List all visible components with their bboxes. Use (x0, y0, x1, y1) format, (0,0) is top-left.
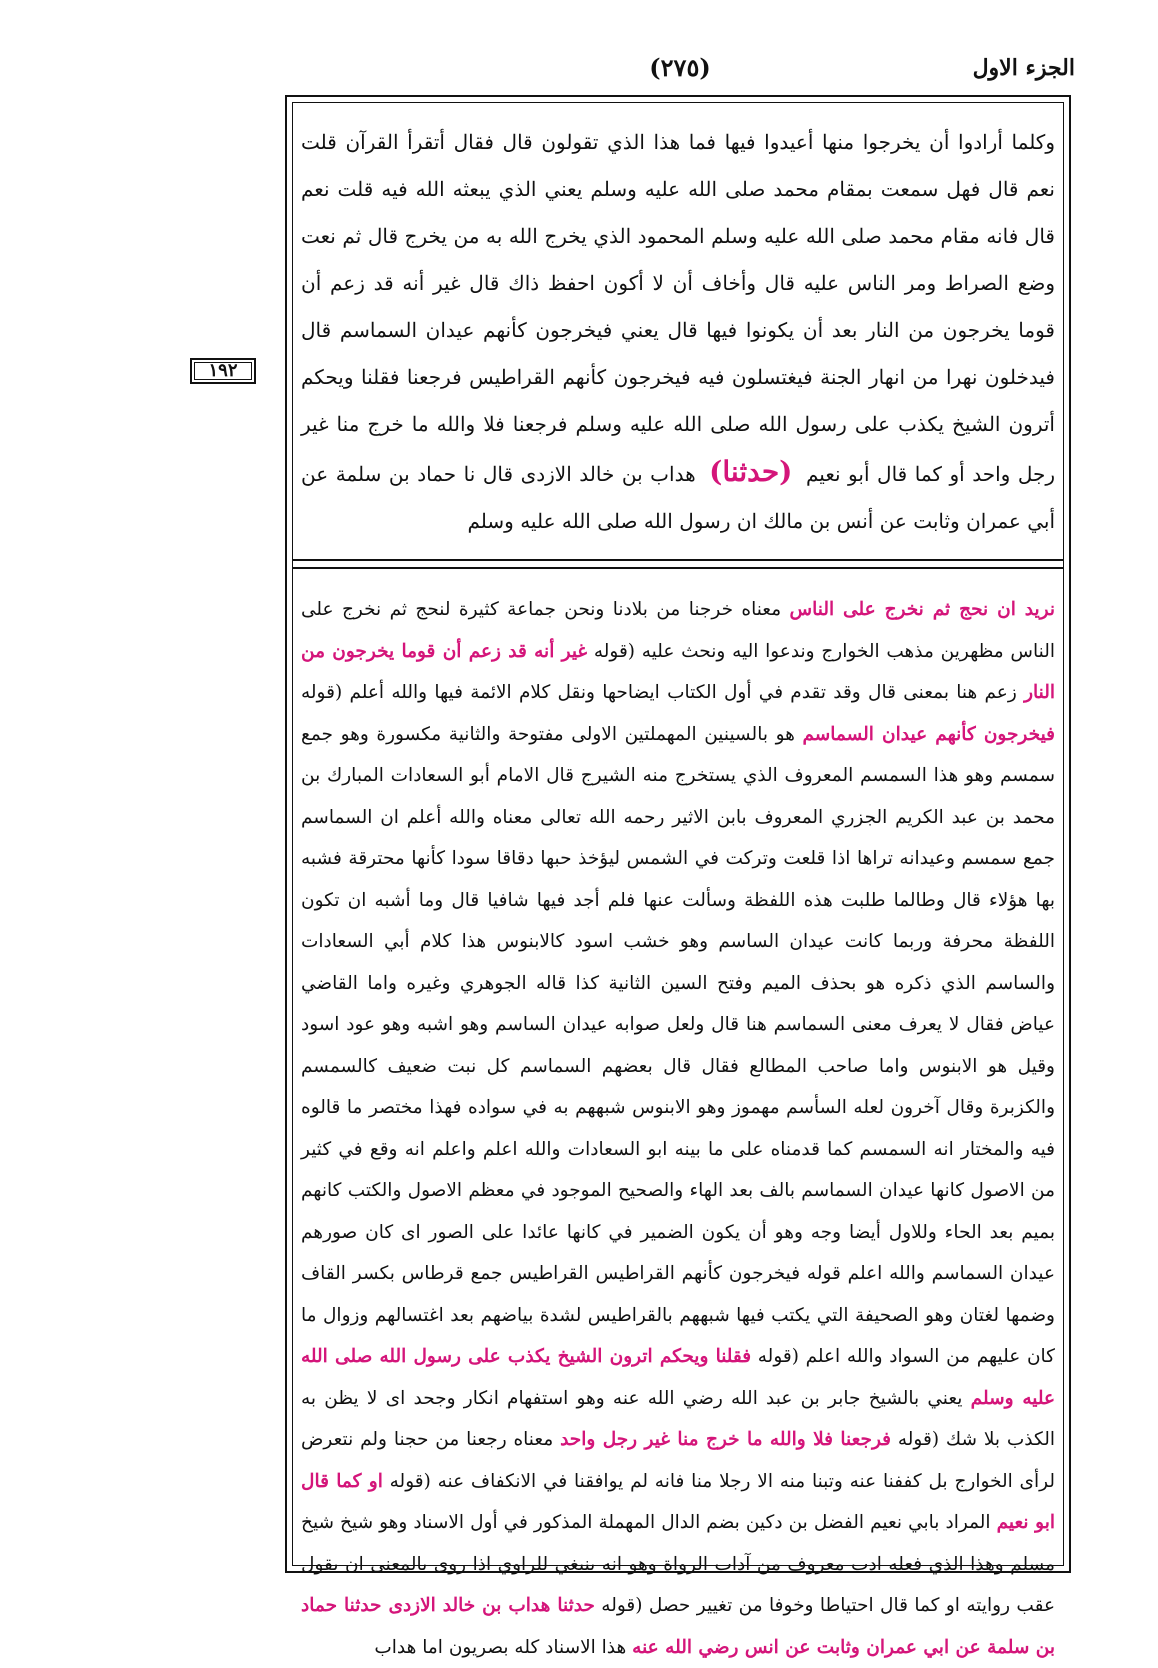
commentary-segment: يعني بالشيخ جابر بن عبد الله رضي الله عنه وهو استفهام انكار وجحد اى لا يظن به الكذب بلا شك (قوله (301, 1387, 1055, 1450)
quoted-phrase: فيخرجون كأنهم عيدان السماسم (802, 723, 1055, 745)
commentary-segment: المراد بابي نعيم الفضل بن دكين بضم الدال المهملة المذكور في أول الاسناد وهو شيخ شيخ مسلم وهذا الذي فعله ادب معروف من آداب الرواة وهو انه ينبغي للراوي اذا روى بالمعنى ان يقول عقب روايته او كما قال احتياطا وخوفا من تغيير حصل (قوله (301, 1512, 1055, 1616)
page-header (285, 48, 1075, 88)
quoted-phrase: غير أنه قد زعم أن قوما يخرجون من النار (301, 640, 1055, 703)
commentary-segment: هو بالسينين المهملتين الاولى مفتوحة والثانية مكسورة وهو جمع سمسم وهو هذا السمسم المعروف الذي يستخرج منه الشيرج قال الامام أبو السعادات المبارك بن محمد بن عبد الكريم الجزري المعروف بابن الاثير رحمه الله تعالى معناه والله أعلم ان السماسم جمع سمسم وعيدانه تراها اذا قلعت وتركت في الشمس ليؤخذ حبها دقاقا سودا كأنها محترقة فشبه بها هؤلاء قال وطالما طلبت هذه اللفظة وسألت عنها فلم أجد فيها شافيا قال وما أشبه ان تكون اللفظة محرفة وربما كانت عيدان الساسم وهو خشب اسود كالابنوس هذا كلام أبي السعادات والساسم الذي ذكره هو بحذف الميم وفتح السين الثانية كذا قاله الجوهري وغيره واما القاضي عياض فقال لا يعرف معنى السماسم هنا قال ولعل صوابه عيدان الساسم وهو اشبه وهو عود اسود وقيل هو الابنوس واما صاحب المطالع فقال قال بعضهم السماسم كل نبت ضعيف كالسمسم والكزبرة وقال آخرون لعله السأسم مهموز وهو الابنوس شبههم به في سواده فهذا مختصر ما قالوه فيه والمختار انه السمسم كما قدمناه على ما بينه ابو السعادات والله اعلم واعلم انه وقع في كثير من الاصول كانها عيدان السماسم بالف بعد الهاء والصحيح الموجود في معظم الاصول والكتب كانهم بميم بعد الحاء وللاول أيضا وجه وهو أن يكون الضمير في كانها عائدا على الصور اى كان صورهم عيدان السماسم والله اعلم قوله فيخرجون كأنهم القراطيس القراطيس جمع قرطاس بكسر القاف وضمها لغتان وهو الصحيفة التي يكتب فيها شبههم بالقراطيس لشدة بياضهم بعد اغتسالهم وزوال ما كان عليهم من السواد والله اعلم (قوله (301, 723, 1055, 1367)
haddathana-heading: (حدثنا) (709, 455, 793, 488)
commentary-segment: هذا الاسناد كله بصريون اما هداب (374, 1636, 627, 1658)
commentary-text (301, 589, 1056, 1658)
commentary-segment: معناه رجعنا من حجنا ولم نتعرض لرأى الخوارج بل كففنا عنه وتبنا منه الا رجلا منا فانه لم يوافقنا في الانكفاف عنه (قوله (301, 1429, 1055, 1492)
matn-text (301, 119, 1055, 549)
text-frame (285, 95, 1071, 1658)
quoted-phrase: فقلنا ويحكم اترون الشيخ يكذب على رسول الله صلى الله عليه وسلم (301, 1346, 1055, 1409)
page-number: (٢٧٥) (649, 53, 711, 82)
matn-part: وكلما أرادوا أن يخرجوا منها أعيدوا فيها فما هذا الذي تقولون قال فقال أتقرأ القرآن قلت نعم قال فهل سمعت بمقام محمد صلى الله عليه وسلم يعني الذي يبعثه الله فيه قلت نعم قال فانه مقام محمد صلى الله عليه وسلم المحمود الذي يخرج الله به من يخرج قال ثم نعت وضع الصراط ومر الناس عليه قال وأخاف أن لا أكون احفظ ذاك قال غير أنه قد زعم أن قوما يخرجون من النار بعد أن يكونوا فيها قال يعني فيخرجون كأنهم عيدان السماسم قال فيدخلون نهرا من انهار الجنة فيغتسلون فيه فيخرجون كأنهم القراطيس فرجعنا فقلنا ويحكم أترون الشيخ يكذب على رسول الله صلى الله عليه وسلم فرجعنا فلا والله ما خرج منا غير رجل واحد أو كما قال أبو نعيم (301, 130, 1055, 486)
hadith-number: ١٩٢ (208, 360, 238, 381)
quoted-phrase: حدثنا هداب بن خالد الازدى حدثنا حماد بن سلمة عن ابي عمران وثابت عن انس رضي الله عنه (301, 1595, 1055, 1658)
section-divider (293, 559, 1063, 569)
quoted-phrase: او كما قال ابو نعيم (301, 1470, 1055, 1533)
matn-part: هداب بن خالد الازدى قال نا حماد بن سلمة عن أبي عمران وثابت عن أنس بن مالك ان رسول الله صلى الله عليه وسلم (301, 462, 1055, 533)
commentary-segment: زعم هنا بمعنى قال وقد تقدم في أول الكتاب ايضاحها ونقل كلام الائمة فيها والله أعلم (قوله (301, 682, 1017, 703)
volume-label: الجزء الاول (972, 55, 1075, 81)
quoted-phrase: فرجعنا فلا والله ما خرج منا غير رجل واحد (560, 1429, 891, 1450)
hadith-number-box (190, 358, 256, 384)
commentary-segment: معناه خرجنا من بلادنا ونحن جماعة كثيرة لنحج ثم نخرج على الناس مظهرين مذهب الخوارج وندعوا اليه ونحث عليه (قوله (301, 599, 1055, 662)
quoted-phrase: نريد ان نحج ثم نخرج على الناس (789, 599, 1056, 620)
